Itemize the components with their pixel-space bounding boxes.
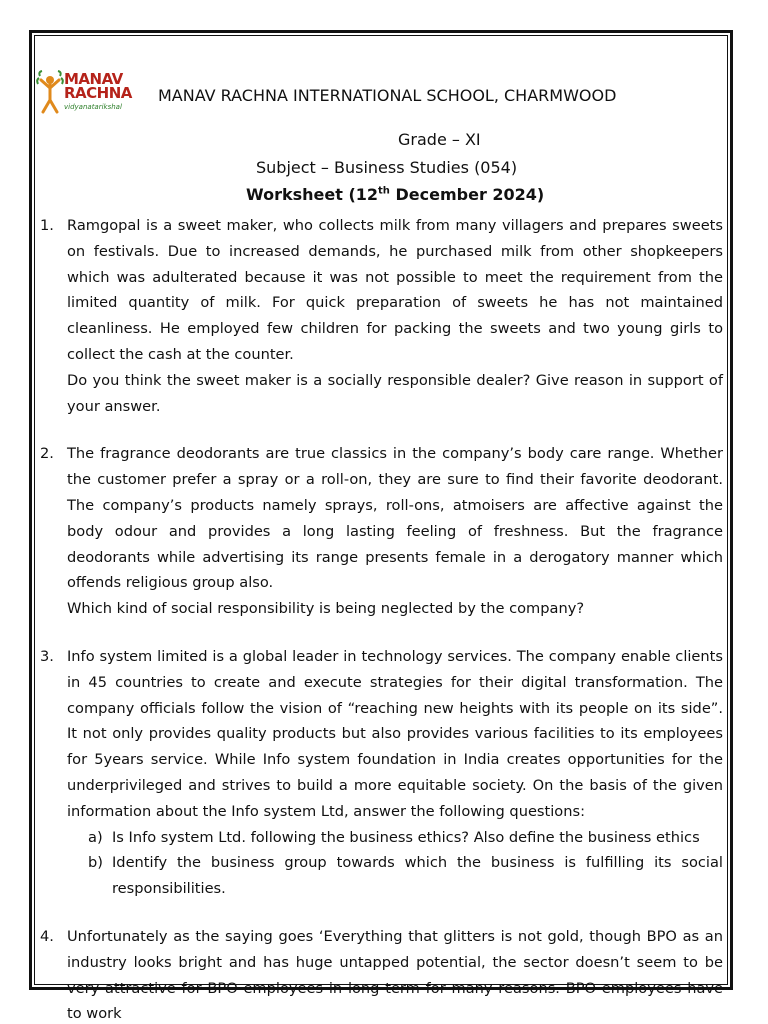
question-3: [40, 644, 723, 902]
question-body: [67, 644, 723, 902]
sub-question-text: Identify the business group towards which the business is fulfilling its social responsibilities.: [112, 854, 723, 898]
school-name: MANAV RACHNA INTERNATIONAL SCHOOL, CHARMWOOD: [158, 86, 617, 105]
logo-line-2: RACHNA: [64, 84, 132, 102]
question-4: [40, 924, 723, 1024]
question-body: [67, 213, 723, 419]
worksheet-title-sup: th: [378, 185, 390, 197]
grade-heading: Grade – XI: [398, 130, 481, 149]
question-number: 4.: [40, 927, 54, 945]
sub-question-label: b): [88, 854, 103, 872]
worksheet-title-prefix: Worksheet (12: [246, 185, 379, 204]
question-paragraph: Do you think the sweet maker is a socially responsible dealer? Give reason in support of your answer.: [67, 371, 723, 415]
logo-figure-icon: [36, 70, 64, 114]
worksheet-title: [246, 185, 544, 204]
worksheet-title-suffix: December 2024): [389, 185, 545, 204]
question-list: [40, 213, 723, 1024]
question-1: [40, 213, 723, 419]
logo-tagline: vidyanatarikshal: [64, 103, 122, 111]
question-number: 1.: [40, 217, 54, 234]
school-logo: [36, 70, 141, 114]
question-number: 3.: [40, 647, 54, 665]
sub-question-text: Is Info system Ltd. following the business ethics? Also define the business ethics: [112, 828, 700, 846]
question-2: [40, 441, 723, 622]
subject-heading: Subject – Business Studies (054): [256, 158, 518, 177]
question-paragraph: Info system limited is a global leader in technology services. The company enable clients in 45 countries to create and execute strategies for their digital transformation. The company officials follow the vision of “reaching new heights with its people on its side”. It not only provides quality products but also provides various facilities to its employees for 5years service. While Info system foundation in India creates opportunities for the underprivileged and strives to build a more equitable society. On the basis of the given information about the Info system Ltd, answer the following questions:: [67, 647, 723, 820]
logo-line-1: MANAV: [64, 70, 123, 88]
question-paragraph: The fragrance deodorants are true classics in the company’s body care range. Whether the customer prefer a spray or a roll-on, they are sure to find their favorite deodorant. The company’s products namely sprays, roll-ons, atmoisers are affective against the body odour and provides a long lasting feeling of freshness. But the fragrance deodorants while advertising its range presents female in a derogatory manner which offends religious group also.: [67, 445, 723, 592]
sub-question-b: [88, 850, 723, 902]
question-number: 2.: [40, 445, 54, 463]
question-paragraph: Unfortunately as the saying goes ‘Everything that glitters is not gold, though BPO as an industry looks bright and has huge untapped potential, the sector doesn’t seem to be very attractive for BPO employees in long term for many reasons. BPO employees have to work: [67, 927, 723, 1023]
sub-question-a: [88, 825, 723, 851]
question-body: [67, 924, 723, 1024]
sub-question-label: a): [88, 828, 103, 846]
question-paragraph: Which kind of social responsibility is being neglected by the company?: [67, 600, 585, 618]
question-paragraph: Ramgopal is a sweet maker, who collects milk from many villagers and prepares sweets on festivals. Due to increased demands, he purchased milk from other shopkeepers which was adulterated because it was not possible to meet the requirement from the limited quantity of milk. For quick preparation of sweets he has not maintained cleanliness. He employed few children for packing the sweets and two young girls to collect the cash at the counter.: [67, 217, 723, 363]
header: [36, 68, 726, 116]
question-body: [67, 441, 723, 622]
